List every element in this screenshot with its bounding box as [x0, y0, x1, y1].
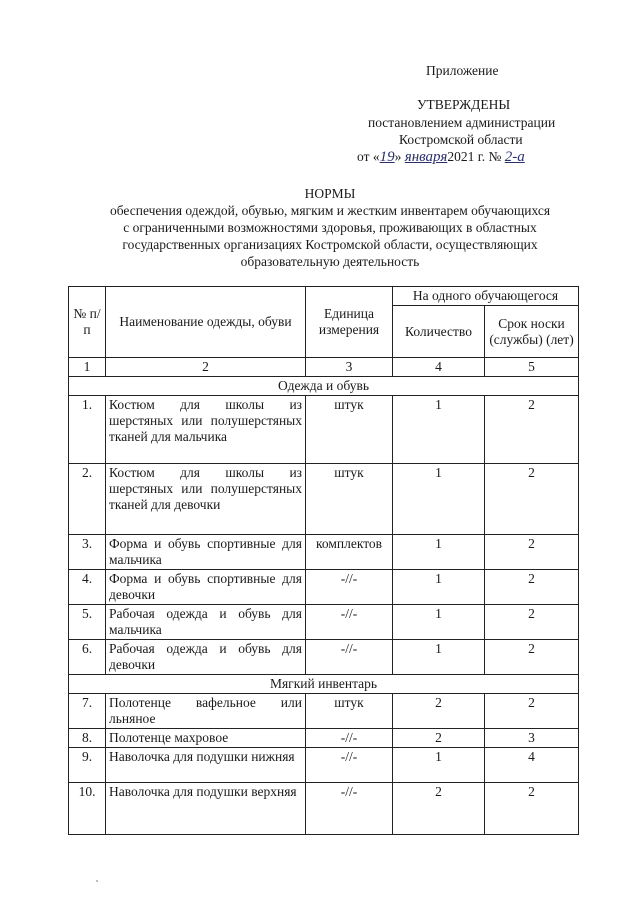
header-qty: Количество [393, 306, 485, 358]
document-title: НОРМЫ [304, 186, 356, 201]
norms-table [68, 286, 579, 835]
section-title-soft-inventory: Мягкий инвентарь [69, 675, 579, 694]
row-unit: -//- [306, 729, 393, 748]
row-term: 2 [485, 535, 579, 570]
row-qty: 2 [393, 694, 485, 729]
resolution-label: постановлением администрации [368, 115, 556, 130]
row-qty: 1 [393, 605, 485, 640]
row-unit: -//- [306, 783, 393, 835]
row-unit: штук [306, 694, 393, 729]
row-name: Рабочая одежда и обувь для мальчика [106, 605, 306, 640]
table-row [69, 464, 579, 535]
row-term: 2 [485, 464, 579, 535]
section-title-clothing: Одежда и обувь [69, 377, 579, 396]
row-num: 8. [69, 729, 106, 748]
region-label: Костромской области [399, 132, 523, 147]
row-name: Форма и обувь спортивные для мальчика [106, 535, 306, 570]
col-number-5: 5 [485, 358, 579, 377]
table-row [69, 783, 579, 835]
title-line-4: образовательную деятельность [240, 254, 420, 269]
approved-label: УТВЕРЖДЕНЫ [417, 97, 511, 112]
row-unit: -//- [306, 570, 393, 605]
header-num: № п/п [69, 287, 106, 358]
row-qty: 2 [393, 783, 485, 835]
approval-date [357, 148, 525, 166]
row-term: 2 [485, 396, 579, 464]
header-per-student: На одного обучающегося [393, 287, 579, 306]
row-qty: 1 [393, 464, 485, 535]
row-num: 2. [69, 464, 106, 535]
header-name: Наименование одежды, обуви [106, 287, 306, 358]
row-num: 1. [69, 396, 106, 464]
col-number-3: 3 [306, 358, 393, 377]
title-line-1: обеспечения одеждой, обувью, мягким и жестким инвентарем обучающихся [109, 203, 551, 218]
row-unit: штук [306, 464, 393, 535]
table-row [69, 396, 579, 464]
row-unit: штук [306, 396, 393, 464]
col-number-1: 1 [69, 358, 106, 377]
table-row [69, 535, 579, 570]
row-term: 2 [485, 570, 579, 605]
row-num: 3. [69, 535, 106, 570]
table-row [69, 748, 579, 783]
table-row [69, 570, 579, 605]
row-name: Рабочая одежда и обувь для девочки [106, 640, 306, 675]
row-term: 2 [485, 783, 579, 835]
section-row [69, 377, 579, 396]
date-number: 2-а [504, 149, 525, 165]
table-row [69, 605, 579, 640]
row-name: Костюм для школы из шерстяных или полушерстяных тканей для мальчика [106, 396, 306, 464]
row-num: 5. [69, 605, 106, 640]
date-month: января [404, 149, 448, 165]
row-name: Полотенце махровое [106, 729, 306, 748]
row-qty: 1 [393, 570, 485, 605]
date-year: 2021 г. № [447, 149, 502, 164]
table-row [69, 694, 579, 729]
row-term: 2 [485, 694, 579, 729]
row-qty: 2 [393, 729, 485, 748]
row-qty: 1 [393, 396, 485, 464]
title-line-2: с ограниченными возможностями здоровья, проживающих в областных [123, 220, 537, 235]
row-num: 7. [69, 694, 106, 729]
row-num: 6. [69, 640, 106, 675]
row-unit: -//- [306, 748, 393, 783]
row-term: 2 [485, 605, 579, 640]
col-number-4: 4 [393, 358, 485, 377]
title-line-3: государственных организациях Костромской области, осуществляющих [122, 237, 538, 252]
row-num: 9. [69, 748, 106, 783]
row-qty: 1 [393, 748, 485, 783]
row-num: 4. [69, 570, 106, 605]
date-mid: » [394, 149, 402, 164]
row-name: Костюм для школы из шерстяных или полушерстяных тканей для девочки [106, 464, 306, 535]
row-name: Наволочка для подушки нижняя [106, 748, 306, 783]
row-qty: 1 [393, 640, 485, 675]
row-name: Наволочка для подушки верхняя [106, 783, 306, 835]
row-name: Форма и обувь спортивные для девочки [106, 570, 306, 605]
header-term: Срок носки (службы) (лет) [485, 306, 579, 358]
appendix-label: Приложение [426, 63, 499, 78]
header-unit: Единица измерения [306, 287, 393, 358]
row-qty: 1 [393, 535, 485, 570]
row-unit: -//- [306, 640, 393, 675]
row-term: 2 [485, 640, 579, 675]
row-num: 10. [69, 783, 106, 835]
col-number-2: 2 [106, 358, 306, 377]
row-unit: -//- [306, 605, 393, 640]
row-name: Полотенце вафельное или льняное [106, 694, 306, 729]
table-row [69, 640, 579, 675]
table-row [69, 729, 579, 748]
section-row [69, 675, 579, 694]
row-term: 4 [485, 748, 579, 783]
date-prefix: от « [357, 149, 380, 164]
row-term: 3 [485, 729, 579, 748]
date-day: 19 [379, 149, 395, 165]
scan-speck [96, 880, 98, 882]
row-unit: комплектов [306, 535, 393, 570]
